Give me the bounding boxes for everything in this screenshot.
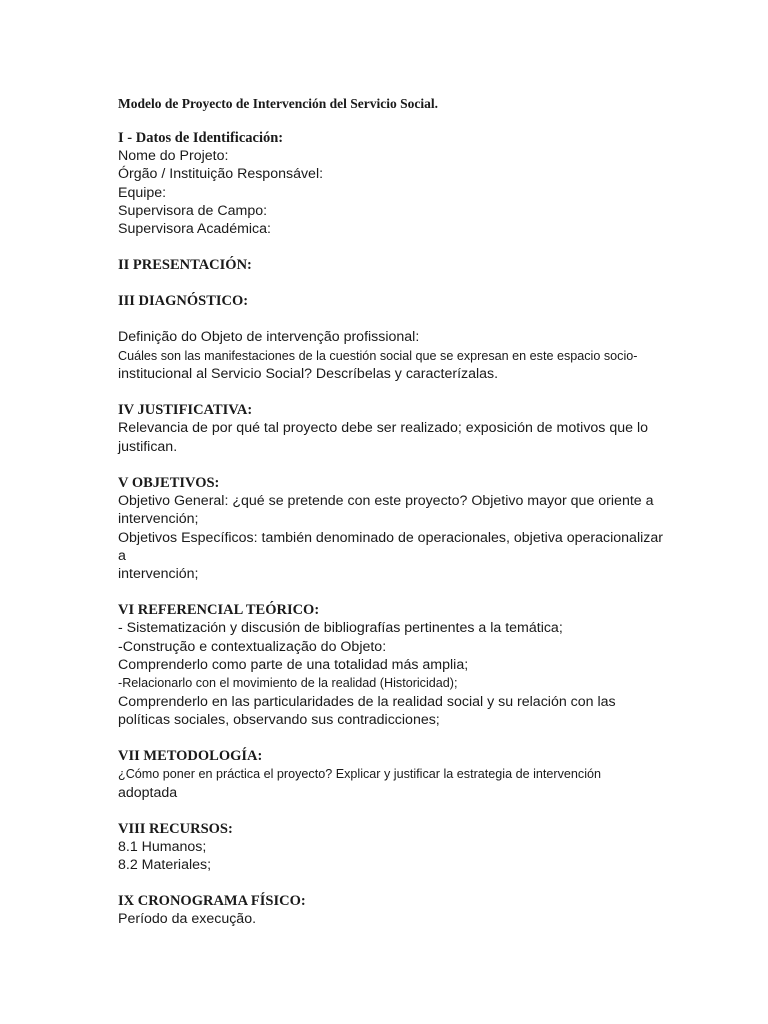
- section-text-line: intervención;: [118, 566, 199, 583]
- section-text-line: -Construção e contextualização do Objeto:: [118, 638, 387, 655]
- section-heading: III DIAGNÓSTICO:: [118, 293, 249, 310]
- section-text-line: Equipe:: [118, 184, 167, 201]
- section: [118, 601, 678, 729]
- document-title: Modelo de Proyecto de Intervención del Servicio Social.: [118, 96, 438, 111]
- section-text-line: Relevancia de por qué tal proyecto debe ser realizado; exposición de motivos que lo: [118, 420, 648, 437]
- section-text-line: Órgão / Instituição Responsável:: [118, 166, 324, 183]
- section-text-line: Objetivo General: ¿qué se pretende con este proyecto? Objetivo mayor que oriente a: [118, 492, 654, 509]
- section-text-line: Supervisora de Campo:: [118, 202, 268, 219]
- section: [118, 256, 678, 274]
- section-text-line: intervención;: [118, 511, 199, 528]
- section-text-line: a: [118, 547, 126, 564]
- section: [118, 892, 678, 928]
- section-text-line: justifican.: [118, 438, 178, 455]
- section-heading: VIII RECURSOS:: [118, 820, 233, 837]
- section-text-line: Período da execução.: [118, 911, 257, 928]
- section-text-line: políticas sociales, observando sus contradicciones;: [118, 711, 440, 728]
- section-heading: I - Datos de Identificación:: [118, 130, 284, 146]
- section-heading: IX CRONOGRAMA FÍSICO:: [118, 893, 306, 910]
- section-text-line: 8.1 Humanos;: [118, 838, 207, 855]
- section: [118, 747, 678, 802]
- blank-line: [118, 310, 678, 328]
- section-text-line: Definição do Objeto de intervenção profissional:: [118, 329, 420, 346]
- section-heading: II PRESENTACIÓN:: [118, 257, 252, 274]
- section: [118, 474, 678, 583]
- section-text-line: - Sistematización y discusión de bibliografías pertinentes a la temática;: [118, 620, 563, 637]
- section-text-line: Comprenderlo en las particularidades de la realidad social y su relación con las: [118, 693, 616, 710]
- section-heading: VI REFERENCIAL TEÓRICO:: [118, 602, 320, 619]
- section-text-line: Cuáles son las manifestaciones de la cuestión social que se expresan en este espacio socio-: [118, 348, 638, 363]
- document-body: [118, 93, 678, 947]
- section-text-line: Comprenderlo como parte de una totalidad más amplia;: [118, 657, 469, 674]
- section-text-line: Objetivos Específicos: también denominado de operacionales, objetiva operacionalizar: [118, 529, 663, 546]
- section-text-line: Nome do Projeto:: [118, 148, 229, 164]
- section: [118, 129, 678, 238]
- section-text-line: -Relacionarlo con el movimiento de la realidad (Historicidad);: [118, 676, 458, 691]
- section-text-line: institucional al Servicio Social? Descríbelas y caracterízalas.: [118, 366, 499, 383]
- section-text-line: 8.2 Materiales;: [118, 857, 212, 874]
- section-heading: V OBJETIVOS:: [118, 474, 220, 491]
- section: [118, 820, 678, 875]
- section-heading: IV JUSTIFICATIVA:: [118, 402, 253, 419]
- section: [118, 292, 678, 383]
- section: [118, 401, 678, 456]
- section-text-line: adoptada: [118, 784, 178, 801]
- section-text-line: ¿Cómo poner en práctica el proyecto? Explicar y justificar la estrategia de intervención: [118, 767, 601, 782]
- section-text-line: Supervisora Académica:: [118, 221, 271, 238]
- section-heading: VII METODOLOGÍA:: [118, 748, 263, 765]
- document-sections: [118, 129, 678, 929]
